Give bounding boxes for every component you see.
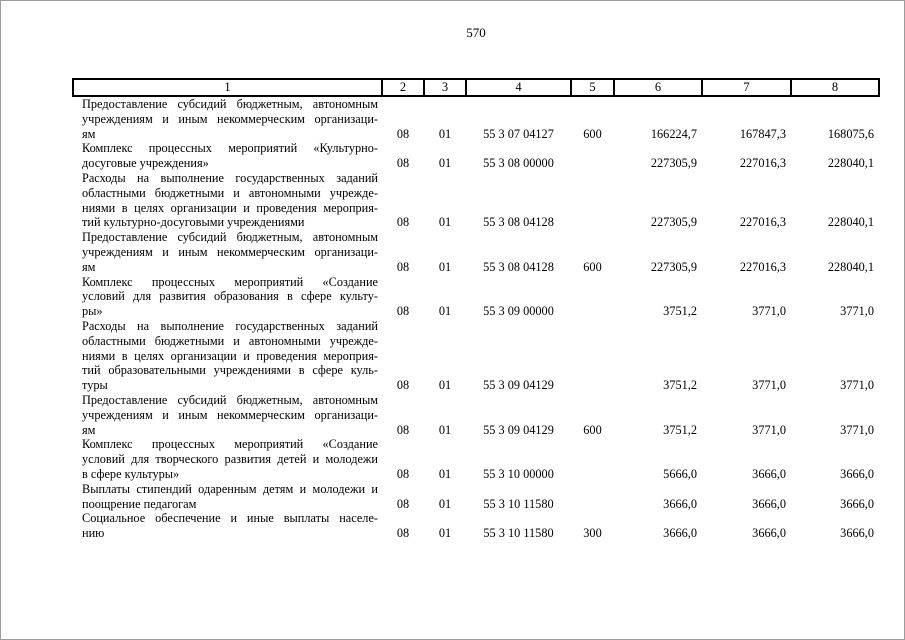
table-cell-col6: 3666,0: [663, 526, 697, 541]
table-cell-col8: 3666,0: [840, 496, 874, 511]
description-line: областными бюджетными и автономными учрежде-: [82, 333, 378, 348]
description-line: Социальное обеспечение и иные выплаты населе-: [82, 511, 378, 526]
description-line: в сфере культуры»: [82, 466, 180, 481]
table-cell-col7: 3771,0: [752, 422, 786, 437]
table-row: [73, 275, 879, 319]
table-cell-col6: 166224,7: [650, 126, 697, 141]
table-cell-col3: 01: [438, 378, 452, 393]
table-cell-col3: 01: [438, 215, 452, 230]
table-cell-col2: 08: [396, 156, 410, 171]
table-cell-col3: 01: [438, 466, 452, 481]
table-cell-col5: 600: [583, 259, 602, 274]
table-cell-col6: 5666,0: [663, 466, 697, 481]
table-cell-col5: 300: [583, 526, 602, 541]
description-line: Предоставление субсидий бюджетным, автономным: [82, 97, 378, 111]
table-row: [73, 171, 879, 230]
table-cell-col6: 227305,9: [650, 215, 697, 230]
table-cell-col2: 08: [396, 378, 410, 393]
column-header-8: 8: [791, 79, 879, 96]
description-line: Комплекс процессных мероприятий «Создание: [82, 274, 378, 289]
description-line: Предоставление субсидий бюджетным, автономным: [82, 392, 378, 407]
table-row: [73, 393, 879, 437]
row-description: [73, 96, 382, 141]
row-description: [73, 511, 382, 541]
column-header-3: 3: [424, 79, 466, 96]
table-row: [73, 230, 879, 274]
table-cell-col8: 3771,0: [840, 304, 874, 319]
table-cell-col5: [571, 319, 614, 393]
description-line: областными бюджетными и автономными учрежде-: [82, 185, 378, 200]
table-cell-col3: 01: [438, 126, 452, 141]
budget-table: [72, 78, 880, 541]
table-cell-col5: [571, 437, 614, 481]
table-cell-col4: 55 3 08 00000: [483, 156, 554, 171]
row-description: [73, 141, 382, 171]
description-line: условий для творческого развития детей и молодежи: [82, 452, 378, 467]
table-cell-col4: 55 3 08 04128: [483, 259, 554, 274]
table-cell-col6: 3751,2: [663, 422, 697, 437]
table-cell-col7: 227016,3: [739, 156, 786, 171]
table-cell-col2: 08: [396, 126, 410, 141]
table-cell-col6: 3666,0: [663, 496, 697, 511]
table-cell-col7: 3666,0: [752, 496, 786, 511]
table-cell-col3: 01: [438, 304, 452, 319]
row-description: [73, 319, 382, 393]
table-cell-col3: 01: [438, 496, 452, 511]
table-cell-col4: 55 3 10 00000: [483, 466, 554, 481]
row-description: [73, 230, 382, 274]
table-cell-col7: 227016,3: [739, 259, 786, 274]
table-row: [73, 437, 879, 481]
table-cell-col6: 3751,2: [663, 304, 697, 319]
table-cell-col4: 55 3 09 00000: [483, 304, 554, 319]
row-description: [73, 393, 382, 437]
description-line: Расходы на выполнение государственных заданий: [82, 318, 378, 333]
table-cell-col2: 08: [396, 496, 410, 511]
description-line: нию: [82, 526, 105, 541]
table-cell-col5: [571, 171, 614, 230]
description-line: ниями в целях организации и проведения мероприя-: [82, 200, 378, 215]
page-number: 570: [466, 25, 486, 40]
table-cell-col6: 227305,9: [650, 259, 697, 274]
table-cell-col6: 3751,2: [663, 378, 697, 393]
table-cell-col7: 227016,3: [739, 215, 786, 230]
description-line: тий культурно-досуговыми учреждениями: [82, 215, 305, 230]
table-cell-col4: 55 3 08 04128: [483, 215, 554, 230]
table-cell-col7: 3771,0: [752, 304, 786, 319]
table-header-row: [73, 79, 879, 96]
table-cell-col3: 01: [438, 526, 452, 541]
table-cell-col3: 01: [438, 156, 452, 171]
table-cell-col5: 600: [583, 126, 602, 141]
table-cell-col5: [571, 482, 614, 512]
table-cell-col2: 08: [396, 526, 410, 541]
table-cell-col4: 55 3 10 11580: [483, 496, 554, 511]
description-line: учреждениям и иным некоммерческим организаци-: [82, 111, 378, 126]
description-line: тий образовательными учреждениями в сфере куль-: [82, 363, 378, 378]
description-line: учреждениям и иным некоммерческим организаци-: [82, 244, 378, 259]
table-cell-col8: 3771,0: [840, 378, 874, 393]
table-header: [73, 79, 879, 96]
description-line: Расходы на выполнение государственных заданий: [82, 170, 378, 185]
table-cell-col8: 3771,0: [840, 422, 874, 437]
table-cell-col7: 3771,0: [752, 378, 786, 393]
description-line: ям: [82, 259, 96, 274]
description-line: Выплаты стипендий одаренным детям и молодежи и: [82, 481, 378, 496]
table-cell-col4: 55 3 09 04129: [483, 378, 554, 393]
table-row: [73, 511, 879, 541]
description-line: ям: [82, 126, 96, 141]
table-cell-col4: 55 3 07 04127: [483, 126, 554, 141]
table-cell-col5: [571, 141, 614, 171]
table-cell-col2: 08: [396, 215, 410, 230]
table-cell-col5: [571, 275, 614, 319]
column-header-7: 7: [702, 79, 791, 96]
column-header-4: 4: [466, 79, 571, 96]
description-line: учреждениям и иным некоммерческим организаци-: [82, 407, 378, 422]
column-header-5: 5: [571, 79, 614, 96]
description-line: ям: [82, 422, 96, 437]
table-cell-col5: 600: [583, 422, 602, 437]
table-body: [73, 96, 879, 541]
table-cell-col3: 01: [438, 259, 452, 274]
table-cell-col2: 08: [396, 466, 410, 481]
description-line: ры»: [82, 304, 103, 319]
table-cell-col4: 55 3 09 04129: [483, 422, 554, 437]
table-cell-col4: 55 3 10 11580: [483, 526, 554, 541]
description-line: условий для развития образования в сфере культу-: [82, 289, 378, 304]
table-cell-col2: 08: [396, 259, 410, 274]
table-cell-col8: 228040,1: [827, 215, 874, 230]
description-line: туры: [82, 378, 108, 393]
table-cell-col7: 167847,3: [739, 126, 786, 141]
column-header-1: 1: [73, 79, 382, 96]
table-cell-col8: 3666,0: [840, 526, 874, 541]
description-line: досуговые учреждения»: [82, 156, 209, 171]
description-line: Предоставление субсидий бюджетным, автономным: [82, 230, 378, 245]
table-cell-col3: 01: [438, 422, 452, 437]
table-row: [73, 141, 879, 171]
table-cell-col2: 08: [396, 304, 410, 319]
table-row: [73, 319, 879, 393]
table-cell-col6: 227305,9: [650, 156, 697, 171]
table-cell-col7: 3666,0: [752, 466, 786, 481]
table-cell-col2: 08: [396, 422, 410, 437]
column-header-6: 6: [614, 79, 702, 96]
row-description: [73, 482, 382, 512]
row-description: [73, 171, 382, 230]
column-header-2: 2: [382, 79, 424, 96]
description-line: Комплекс процессных мероприятий «Культурно-: [82, 141, 378, 156]
table-cell-col8: 228040,1: [827, 259, 874, 274]
table-cell-col7: 3666,0: [752, 526, 786, 541]
table-cell-col8: 3666,0: [840, 466, 874, 481]
table-row: [73, 96, 879, 141]
description-line: поощрение педагогам: [82, 496, 197, 511]
description-line: Комплекс процессных мероприятий «Создание: [82, 437, 378, 452]
row-description: [73, 437, 382, 481]
table-cell-col8: 228040,1: [827, 156, 874, 171]
description-line: ниями в целях организации и проведения мероприя-: [82, 348, 378, 363]
row-description: [73, 275, 382, 319]
table-row: [73, 482, 879, 512]
table-cell-col8: 168075,6: [827, 126, 874, 141]
